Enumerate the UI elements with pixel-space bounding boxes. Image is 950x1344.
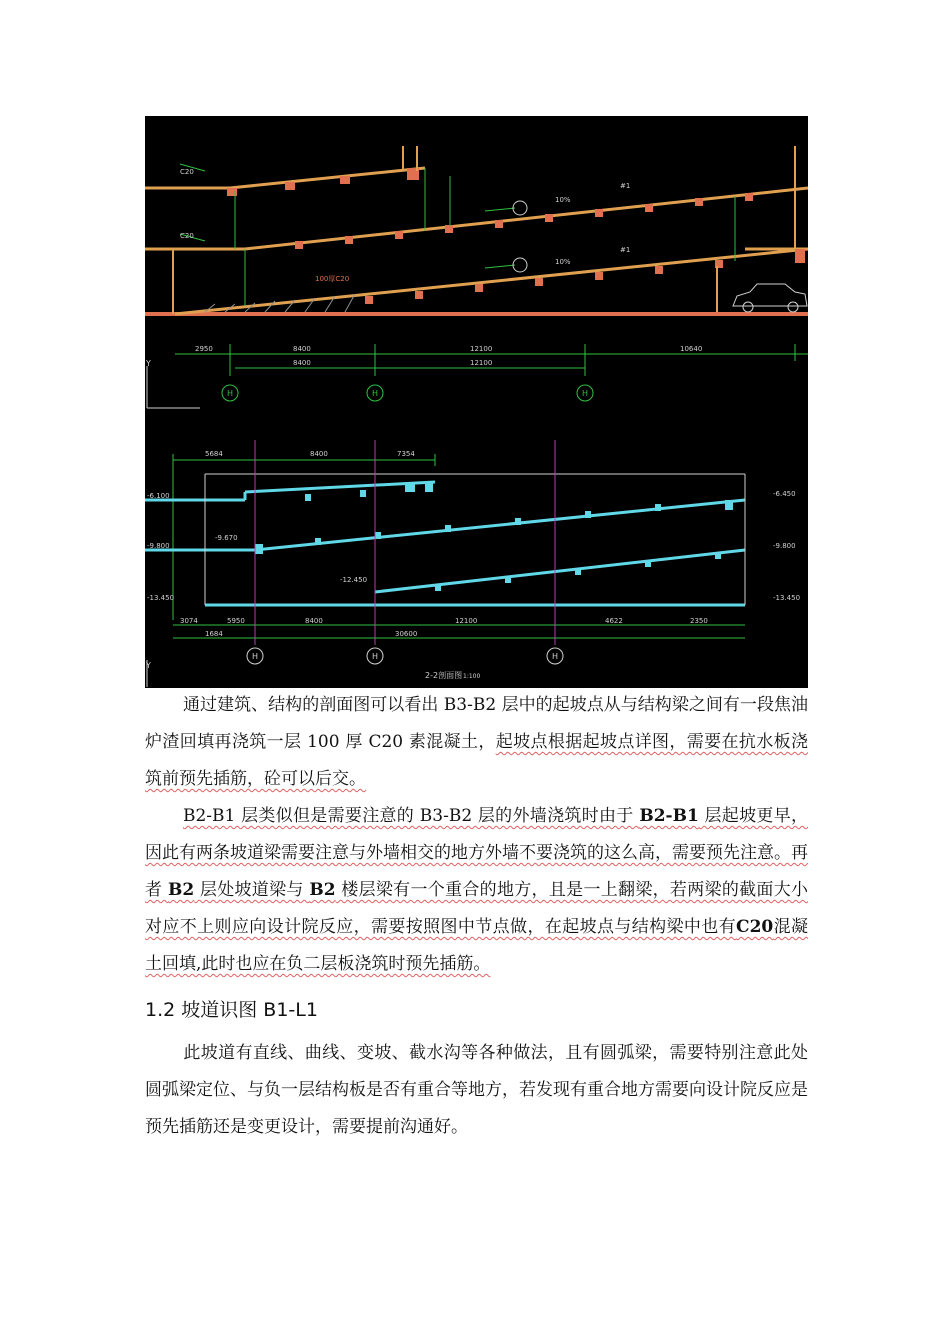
level-mid: -12.450 bbox=[340, 576, 368, 584]
axis-bubbles bbox=[222, 385, 593, 401]
dim-top-2: 8400 bbox=[293, 345, 311, 353]
dim-bottom: 5950 bbox=[227, 617, 245, 625]
paragraph-2-b1: B2-B1 bbox=[639, 806, 699, 826]
paragraph-2-b2: B2 bbox=[168, 880, 195, 900]
dim-bottom: 12100 bbox=[455, 617, 478, 625]
ramp-middle bbox=[245, 188, 808, 249]
dim-bottom: 8400 bbox=[305, 617, 323, 625]
level-left: -9.800 bbox=[147, 542, 170, 550]
paragraph-2-t3: 层处坡道梁与 bbox=[194, 880, 310, 900]
axis-label: H bbox=[371, 652, 379, 661]
cad-section-drawing-top bbox=[145, 116, 808, 410]
paragraph-2-t2: 层起坡更早，因此有两条坡道梁需要注意与外墙相交的地方外墙不要浇筑的这么高，需要预先注意。再者 bbox=[145, 806, 809, 900]
paragraph-2 bbox=[145, 798, 808, 983]
label-mark-upper: #1 bbox=[620, 182, 631, 190]
paragraph-2-b4: C20 bbox=[736, 917, 774, 937]
label-c20-fill: 100厚C20 bbox=[315, 275, 350, 283]
paragraph-1-text-b: 起坡点根据起坡点详图，需要在抗水板浇筑前预先插筋，砼可以后交。 bbox=[145, 732, 809, 789]
section-heading: 1.2 坡道识图 B1-L1 bbox=[145, 999, 318, 1021]
detail-marker bbox=[513, 258, 527, 272]
axis-lines bbox=[255, 440, 555, 645]
paragraph-1 bbox=[145, 687, 808, 798]
dim-bottom: 2350 bbox=[690, 617, 708, 625]
paragraph-3 bbox=[145, 1035, 808, 1146]
axis-label: H bbox=[226, 389, 234, 398]
dim-row2-2: 12100 bbox=[470, 359, 493, 367]
paragraph-2-b3: B2 bbox=[309, 880, 336, 900]
detail-marker bbox=[513, 201, 527, 215]
label-c20-upper: C20 bbox=[180, 168, 194, 176]
paragraph-3-text: 此坡道有直线、曲线、变坡、截水沟等各种做法，且有圆弧梁，需要特别注意此处圆弧梁定位、与负一层结构板是否有重合等地方，若发现有重合地方需要向设计院反应是预先插筋还是变更设计，需要提前沟通好。 bbox=[145, 1043, 808, 1137]
dim-top: 5684 bbox=[205, 450, 223, 458]
paragraph-1-text-a: 通过建筑、结构的剖面图可以看出 B3-B2 层中的起坡点从与结构梁之间有一段焦油炉渣回填再浇筑一层 100 厚 C20 素混凝土， bbox=[145, 695, 808, 752]
level-left: -13.450 bbox=[147, 594, 175, 602]
dim-row2-1: 8400 bbox=[293, 359, 311, 367]
axis-bubbles bbox=[247, 648, 563, 664]
dim-bottom2: 30600 bbox=[395, 630, 418, 638]
label-slope-upper: 10% bbox=[555, 196, 571, 204]
dim-bottom: 3074 bbox=[180, 617, 198, 625]
cad-section-drawing-bottom bbox=[145, 410, 808, 688]
section-caption: 2-2剖面图 bbox=[425, 671, 463, 680]
level-right: -13.450 bbox=[773, 594, 801, 602]
car-icon bbox=[733, 284, 807, 312]
section-drawing-svg bbox=[145, 116, 808, 410]
ucs-y-label: Y bbox=[146, 359, 151, 368]
beam-group bbox=[255, 482, 733, 591]
section-2-2-svg bbox=[145, 410, 808, 688]
paragraph-2-t1: B2-B1 层类似但是需要注意的 B3-B2 层的外墙浇筑时由于 bbox=[183, 806, 640, 826]
ramp-group bbox=[145, 482, 745, 605]
axis-label: H bbox=[581, 389, 589, 398]
dim-bottom: 4622 bbox=[605, 617, 623, 625]
dim-top: 8400 bbox=[310, 450, 328, 458]
dim-top-1: 2950 bbox=[195, 345, 213, 353]
level-right: -9.800 bbox=[773, 542, 796, 550]
level-left: -6.100 bbox=[147, 492, 170, 500]
section-frame bbox=[205, 474, 745, 605]
label-c20-middle: C20 bbox=[180, 232, 194, 240]
axis-label: H bbox=[551, 652, 559, 661]
level-right: -6.450 bbox=[773, 490, 796, 498]
dim-top-3: 12100 bbox=[470, 345, 493, 353]
label-mark-lower: #1 bbox=[620, 246, 631, 254]
ucs-y-label: Y bbox=[146, 661, 151, 670]
axis-label: H bbox=[251, 652, 259, 661]
beam-group bbox=[227, 168, 805, 304]
ramp-lower bbox=[175, 249, 808, 314]
axis-label: H bbox=[371, 389, 379, 398]
ramp-upper bbox=[230, 168, 425, 188]
label-slope-lower: 10% bbox=[555, 258, 571, 266]
paragraph-2-t5: 混凝土回填,此时也应在负二层板浇筑时预先插筋。 bbox=[145, 917, 809, 974]
dim-top-4: 10640 bbox=[680, 345, 703, 353]
dim-bottom2: 1684 bbox=[205, 630, 223, 638]
paragraph-2-t4: 楼层梁有一个重合的地方，且是一上翻梁，若两梁的截面大小对应不上则应向设计院反应，需要按照图中节点做，在起坡点与结构梁中也有 bbox=[145, 880, 809, 937]
dim-top: 7354 bbox=[397, 450, 415, 458]
level-mid: -9.670 bbox=[215, 534, 238, 542]
section-scale: 1:100 bbox=[463, 673, 481, 680]
